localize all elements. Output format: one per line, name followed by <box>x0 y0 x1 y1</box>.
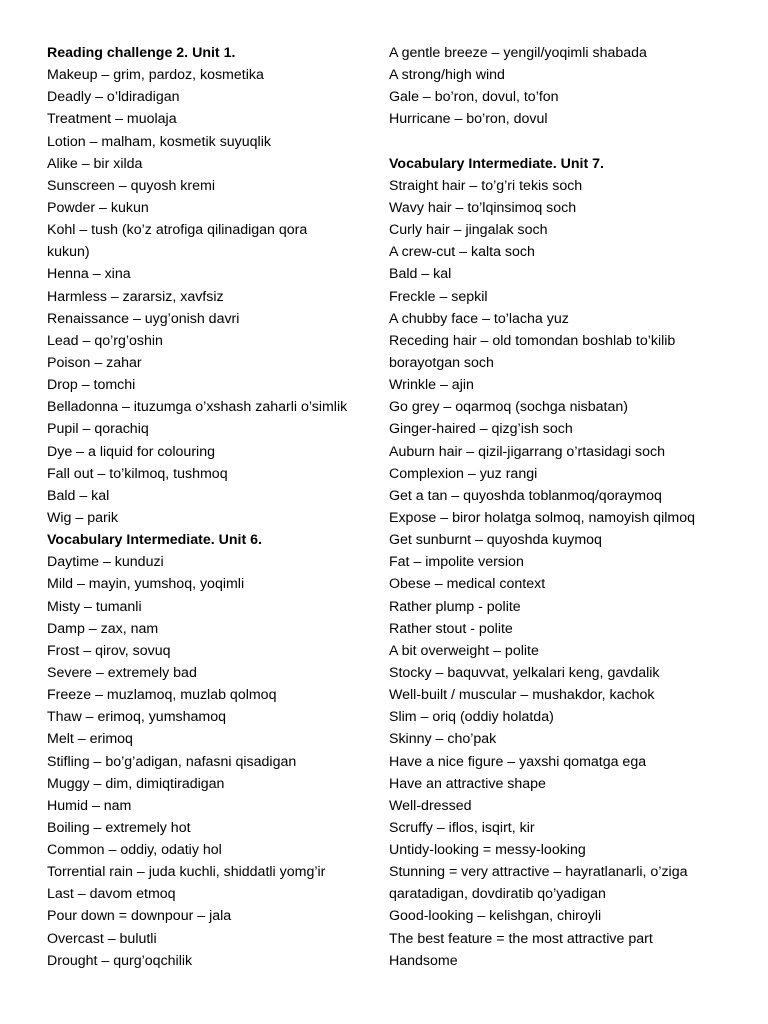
vocab-entry: A crew-cut – kalta soch <box>389 244 535 261</box>
vocab-entry: Torrential rain – juda kuchli, shiddatli yomg’ir <box>47 864 326 881</box>
vocab-entry: Sunscreen – quyosh kremi <box>47 177 215 194</box>
vocab-entry: Freeze – muzlamoq, muzlab qolmoq <box>47 687 277 704</box>
vocab-entry: Auburn hair – qizil-jigarrang o’rtasidagi soch <box>389 443 666 460</box>
vocab-entry: Muggy – dim, dimiqtiradigan <box>47 775 225 792</box>
vocab-entry: Deadly – o’ldiradigan <box>47 89 180 106</box>
vocab-entry: Kohl – tush (ko’z atrofiga qilinadigan qora <box>47 222 308 239</box>
vocab-entry: Severe – extremely bad <box>47 664 197 681</box>
vocab-entry: The best feature = the most attractive part <box>389 930 653 947</box>
vocab-entry: Lead – qo’rg’oshin <box>47 332 163 349</box>
vocab-entry: Hurricane – bo’ron, dovul <box>389 111 548 128</box>
left-column <box>47 42 382 972</box>
vocab-entry: Expose – biror holatga solmoq, namoyish qilmoq <box>389 509 695 526</box>
section-heading: Vocabulary Intermediate. Unit 7. <box>389 155 604 172</box>
vocab-entry: Skinny – cho’pak <box>389 731 497 748</box>
vocab-entry: Get a tan – quyoshda toblanmoq/qoraymoq <box>389 487 662 504</box>
vocab-entry: Rather plump - polite <box>389 598 521 615</box>
vocab-entry: Wrinkle – ajin <box>389 377 474 394</box>
right-column <box>389 42 734 972</box>
vocab-entry: Stunning = very attractive – hayratlanarli, o’ziga <box>389 864 688 881</box>
vocab-entry: Damp – zax, nam <box>47 620 159 637</box>
vocab-entry: Renaissance – uyg’onish davri <box>47 310 240 327</box>
vocab-entry: Henna – xina <box>47 266 131 283</box>
vocab-entry: Fat – impolite version <box>389 554 524 571</box>
blank-line <box>389 131 734 153</box>
vocab-entry: Harmless – zararsiz, xavfsiz <box>47 288 224 305</box>
vocab-entry: Dye – a liquid for colouring <box>47 443 215 460</box>
vocab-entry: Powder – kukun <box>47 199 149 216</box>
vocab-entry: Freckle – sepkil <box>389 288 488 305</box>
vocab-entry: Stifling – bo’g’adigan, nafasni qisadigan <box>47 753 297 770</box>
section-heading: Vocabulary Intermediate. Unit 6. <box>47 532 262 549</box>
vocab-entry: Go grey – oqarmoq (sochga nisbatan) <box>389 399 628 416</box>
vocab-entry: Bald – kal <box>389 266 452 283</box>
vocab-entry: Obese – medical context <box>389 576 546 593</box>
vocab-entry: Misty – tumanli <box>47 598 142 615</box>
vocab-entry: Common – oddiy, odatiy hol <box>47 842 222 859</box>
vocab-entry: Have a nice figure – yaxshi qomatga ega <box>389 753 647 770</box>
vocab-entry: Pupil – qorachiq <box>47 421 149 438</box>
vocab-entry: Thaw – erimoq, yumshamoq <box>47 709 226 726</box>
vocab-entry: Ginger-haired – qizg’ish soch <box>389 421 573 438</box>
vocab-entry: Alike – bir xilda <box>47 155 143 172</box>
vocab-entry: Bald – kal <box>47 487 110 504</box>
vocab-entry: qaratadigan, dovdiratib qo’yadigan <box>389 886 606 903</box>
vocab-entry: A bit overweight – polite <box>389 642 539 659</box>
vocab-entry: Pour down = downpour – jala <box>47 908 232 925</box>
vocab-entry: Wig – parik <box>47 509 118 526</box>
vocab-entry: Stocky – baquvvat, yelkalari keng, gavdalik <box>389 664 660 681</box>
vocab-entry: A chubby face – to’lacha yuz <box>389 310 569 327</box>
vocab-entry: Mild – mayin, yumshoq, yoqimli <box>47 576 245 593</box>
vocab-entry: Well-dressed <box>389 797 472 814</box>
vocab-entry: Get sunburnt – quyoshda kuymoq <box>389 532 602 549</box>
vocab-entry: Treatment – muolaja <box>47 111 177 128</box>
vocab-entry: Fall out – to’kilmoq, tushmoq <box>47 465 228 482</box>
vocab-entry: Humid – nam <box>47 797 132 814</box>
vocab-entry: Complexion – yuz rangi <box>389 465 538 482</box>
vocab-entry: Gale – bo’ron, dovul, to’fon <box>389 89 559 106</box>
vocab-entry: Wavy hair – to’lqinsimoq soch <box>389 199 577 216</box>
vocab-entry: Overcast – bulutli <box>47 930 157 947</box>
vocab-entry: Poison – zahar <box>47 354 142 371</box>
vocab-entry: Slim – oriq (oddiy holatda) <box>389 709 554 726</box>
vocab-entry: Untidy-looking = messy-looking <box>389 842 586 859</box>
vocab-entry: Have an attractive shape <box>389 775 546 792</box>
vocab-entry: Last – davom etmoq <box>47 886 176 903</box>
vocab-entry: Melt – erimoq <box>47 731 133 748</box>
vocab-entry: A gentle breeze – yengil/yoqimli shabada <box>389 45 647 61</box>
section-heading: Reading challenge 2. Unit 1. <box>47 45 236 61</box>
vocab-entry: Curly hair – jingalak soch <box>389 222 548 239</box>
vocab-entry: Drop – tomchi <box>47 377 136 394</box>
vocab-entry: Well-built / muscular – mushakdor, kachok <box>389 687 655 704</box>
vocab-entry: Daytime – kunduzi <box>47 554 164 571</box>
vocab-entry: Boiling – extremely hot <box>47 819 191 836</box>
vocab-entry: Makeup – grim, pardoz, kosmetika <box>47 67 264 84</box>
vocab-entry: Drought – qurg’oqchilik <box>47 952 193 969</box>
vocab-entry: Rather stout - polite <box>389 620 513 637</box>
vocab-entry: Scruffy – iflos, isqirt, kir <box>389 819 535 836</box>
vocab-entry: borayotgan soch <box>389 354 494 371</box>
vocab-entry: A strong/high wind <box>389 67 505 84</box>
vocab-entry: Belladonna – ituzumga o’xshash zaharli o’simlik <box>47 399 348 416</box>
vocab-entry: Handsome <box>389 952 458 969</box>
vocab-entry: Frost – qirov, sovuq <box>47 642 171 659</box>
vocab-entry: Straight hair – to’g’ri tekis soch <box>389 177 583 194</box>
vocab-entry: Receding hair – old tomondan boshlab to’kilib <box>389 332 676 349</box>
vocab-entry: kukun) <box>47 244 90 261</box>
vocab-entry: Lotion – malham, kosmetik suyuqlik <box>47 133 271 150</box>
vocab-entry: Good-looking – kelishgan, chiroyli <box>389 908 602 925</box>
